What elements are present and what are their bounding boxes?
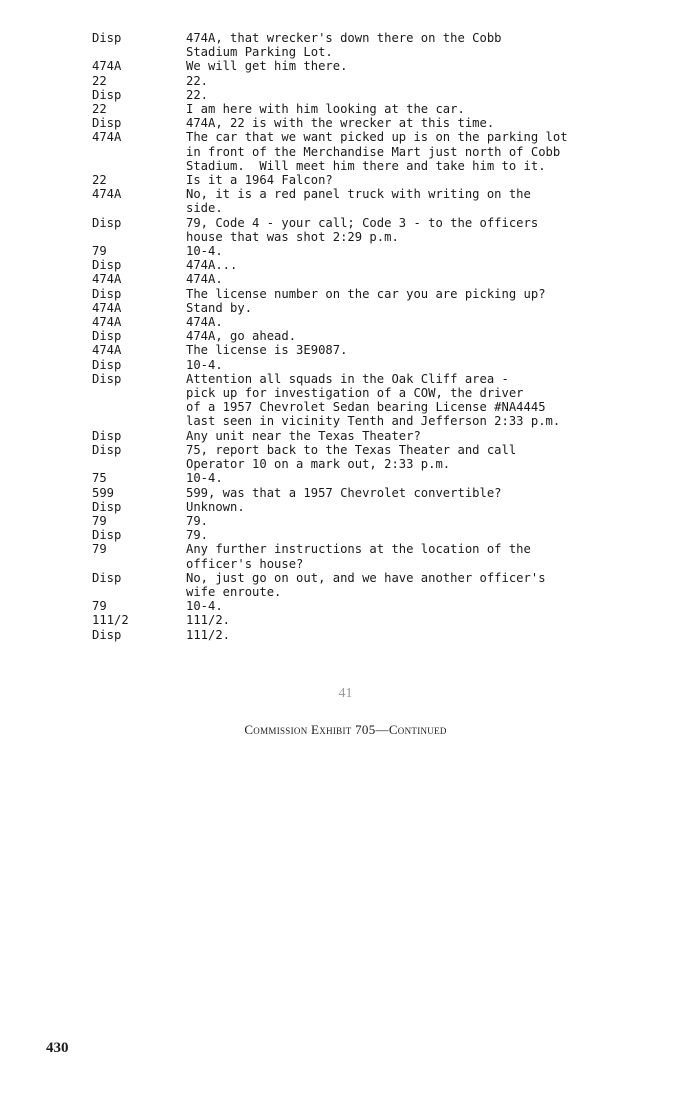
speaker-label: 22 bbox=[92, 173, 107, 188]
speaker-label: 474A bbox=[92, 300, 122, 315]
message-line: in front of the Merchandise Mart just north of Cobb bbox=[186, 144, 561, 159]
message-text bbox=[186, 74, 652, 88]
message-line: 10-4. bbox=[186, 244, 223, 259]
transcript-entry bbox=[92, 628, 652, 642]
transcript-entry bbox=[92, 613, 652, 627]
message-text bbox=[186, 571, 652, 599]
transcript-entry bbox=[92, 571, 652, 599]
message-line: 10-4. bbox=[186, 357, 223, 372]
message-line: 474A, go ahead. bbox=[186, 329, 297, 344]
transcript-entry bbox=[92, 443, 652, 471]
message-line: No, just go on out, and we have another officer's bbox=[186, 570, 546, 585]
message-text bbox=[186, 471, 652, 485]
message-line: 474A... bbox=[186, 258, 238, 273]
transcript-entry bbox=[92, 599, 652, 613]
message-line: 79. bbox=[186, 513, 209, 528]
message-text bbox=[186, 486, 652, 500]
message-text bbox=[186, 216, 652, 244]
message-line: 474A, 22 is with the wrecker at this time. bbox=[186, 116, 495, 131]
transcript-entry bbox=[92, 429, 652, 443]
transcript-entry bbox=[92, 258, 652, 272]
speaker-label: Disp bbox=[92, 87, 122, 102]
message-text bbox=[186, 372, 652, 429]
message-line: 474A. bbox=[186, 315, 223, 330]
transcript-entry bbox=[92, 173, 652, 187]
speaker-label: 599 bbox=[92, 485, 115, 500]
speaker-label: Disp bbox=[92, 357, 122, 372]
message-line: Is it a 1964 Falcon? bbox=[186, 173, 333, 188]
transcript-entry bbox=[92, 88, 652, 102]
message-line: Stadium. Will meet him there and take him to it. bbox=[186, 158, 546, 173]
speaker-label: Disp bbox=[92, 215, 122, 230]
message-line: 22. bbox=[186, 73, 209, 88]
message-text bbox=[186, 443, 652, 471]
page-number: 430 bbox=[46, 1040, 69, 1056]
speaker-label: Disp bbox=[92, 371, 122, 386]
message-line: Operator 10 on a mark out, 2:33 p.m. bbox=[186, 457, 451, 472]
message-line: 79. bbox=[186, 528, 209, 543]
message-line: Any further instructions at the location of the bbox=[186, 542, 531, 557]
message-line: officer's house? bbox=[186, 556, 304, 571]
radio-transcript bbox=[92, 31, 652, 642]
message-text bbox=[186, 173, 652, 187]
message-line: The car that we want picked up is on the parking lot bbox=[186, 130, 568, 145]
message-text bbox=[186, 301, 652, 315]
speaker-label: 75 bbox=[92, 471, 107, 486]
transcript-entry bbox=[92, 187, 652, 215]
message-text bbox=[186, 187, 652, 215]
message-line: Attention all squads in the Oak Cliff area - bbox=[186, 371, 509, 386]
message-text bbox=[186, 272, 652, 286]
message-line: of a 1957 Chevrolet Sedan bearing License #NA4445 bbox=[186, 400, 546, 415]
message-line: 22. bbox=[186, 87, 209, 102]
message-line: 474A. bbox=[186, 272, 223, 287]
speaker-label: 22 bbox=[92, 102, 107, 117]
message-line: 79, Code 4 - your call; Code 3 - to the officers bbox=[186, 215, 539, 230]
message-text bbox=[186, 599, 652, 613]
message-line: side. bbox=[186, 201, 223, 216]
message-line: 474A, that wrecker's down there on the Cobb bbox=[186, 31, 502, 45]
message-text bbox=[186, 514, 652, 528]
message-line: Unknown. bbox=[186, 499, 245, 514]
speaker-label: Disp bbox=[92, 499, 122, 514]
speaker-label: 474A bbox=[92, 272, 122, 287]
transcript-entry bbox=[92, 372, 652, 429]
message-line: The license number on the car you are picking up? bbox=[186, 286, 546, 301]
stamped-page-mark: 41 bbox=[338, 686, 353, 701]
exhibit-caption: Commission Exhibit 705—Continued bbox=[244, 722, 447, 737]
transcript-entry bbox=[92, 315, 652, 329]
speaker-label: 79 bbox=[92, 244, 107, 259]
message-line: No, it is a red panel truck with writing on the bbox=[186, 187, 531, 202]
message-line: I am here with him looking at the car. bbox=[186, 102, 465, 117]
speaker-label: Disp bbox=[92, 570, 122, 585]
speaker-label: 111/2 bbox=[92, 613, 129, 628]
speaker-label: Disp bbox=[92, 442, 122, 457]
transcript-entry bbox=[92, 74, 652, 88]
speaker-label: Disp bbox=[92, 286, 122, 301]
transcript-entry bbox=[92, 329, 652, 343]
transcript-entry bbox=[92, 301, 652, 315]
message-line: Stadium Parking Lot. bbox=[186, 45, 333, 60]
speaker-label: 474A bbox=[92, 187, 122, 202]
transcript-entry bbox=[92, 343, 652, 357]
message-line: house that was shot 2:29 p.m. bbox=[186, 229, 399, 244]
speaker-label: Disp bbox=[92, 329, 122, 344]
speaker-label: 474A bbox=[92, 130, 122, 145]
speaker-label: Disp bbox=[92, 31, 122, 45]
message-text bbox=[186, 528, 652, 542]
message-text bbox=[186, 116, 652, 130]
message-text bbox=[186, 343, 652, 357]
message-line: 75, report back to the Texas Theater and call bbox=[186, 442, 517, 457]
transcript-entry bbox=[92, 486, 652, 500]
transcript-entry bbox=[92, 471, 652, 485]
message-text bbox=[186, 88, 652, 102]
message-text bbox=[186, 244, 652, 258]
speaker-label: Disp bbox=[92, 528, 122, 543]
message-line: The license is 3E9087. bbox=[186, 343, 348, 358]
speaker-label: 474A bbox=[92, 343, 122, 358]
message-text bbox=[186, 31, 652, 59]
speaker-label: Disp bbox=[92, 627, 122, 642]
message-text bbox=[186, 287, 652, 301]
transcript-entry bbox=[92, 287, 652, 301]
transcript-entry bbox=[92, 130, 652, 173]
speaker-label: Disp bbox=[92, 258, 122, 273]
message-line: 111/2. bbox=[186, 627, 231, 642]
transcript-entry bbox=[92, 244, 652, 258]
message-text bbox=[186, 429, 652, 443]
speaker-label: 474A bbox=[92, 315, 122, 330]
message-text bbox=[186, 613, 652, 627]
message-line: Any unit near the Texas Theater? bbox=[186, 428, 421, 443]
message-text bbox=[186, 315, 652, 329]
message-text bbox=[186, 329, 652, 343]
transcript-entry bbox=[92, 216, 652, 244]
speaker-label: Disp bbox=[92, 428, 122, 443]
message-line: 599, was that a 1957 Chevrolet convertible? bbox=[186, 485, 502, 500]
message-text bbox=[186, 102, 652, 116]
speaker-label: 22 bbox=[92, 73, 107, 88]
message-text bbox=[186, 542, 652, 570]
message-line: 10-4. bbox=[186, 471, 223, 486]
transcript-entry bbox=[92, 528, 652, 542]
transcript-entry bbox=[92, 116, 652, 130]
speaker-label: 79 bbox=[92, 542, 107, 557]
speaker-label: 79 bbox=[92, 513, 107, 528]
transcript-entry bbox=[92, 514, 652, 528]
transcript-entry bbox=[92, 542, 652, 570]
message-line: Stand by. bbox=[186, 300, 253, 315]
transcript-entry bbox=[92, 358, 652, 372]
message-text bbox=[186, 59, 652, 73]
message-line: We will get him there. bbox=[186, 59, 348, 74]
message-line: wife enroute. bbox=[186, 584, 282, 599]
transcript-entry bbox=[92, 500, 652, 514]
message-text bbox=[186, 500, 652, 514]
message-line: 111/2. bbox=[186, 613, 231, 628]
speaker-label: 79 bbox=[92, 599, 107, 614]
message-text bbox=[186, 628, 652, 642]
message-text bbox=[186, 130, 652, 173]
message-text bbox=[186, 258, 652, 272]
transcript-entry bbox=[92, 59, 652, 73]
transcript-entry bbox=[92, 31, 652, 59]
message-line: last seen in vicinity Tenth and Jefferson 2:33 p.m. bbox=[186, 414, 561, 429]
message-line: pick up for investigation of a COW, the driver bbox=[186, 386, 524, 401]
speaker-label: 474A bbox=[92, 59, 122, 74]
message-line: 10-4. bbox=[186, 599, 223, 614]
speaker-label: Disp bbox=[92, 116, 122, 131]
transcript-entry bbox=[92, 272, 652, 286]
message-text bbox=[186, 358, 652, 372]
transcript-entry bbox=[92, 102, 652, 116]
